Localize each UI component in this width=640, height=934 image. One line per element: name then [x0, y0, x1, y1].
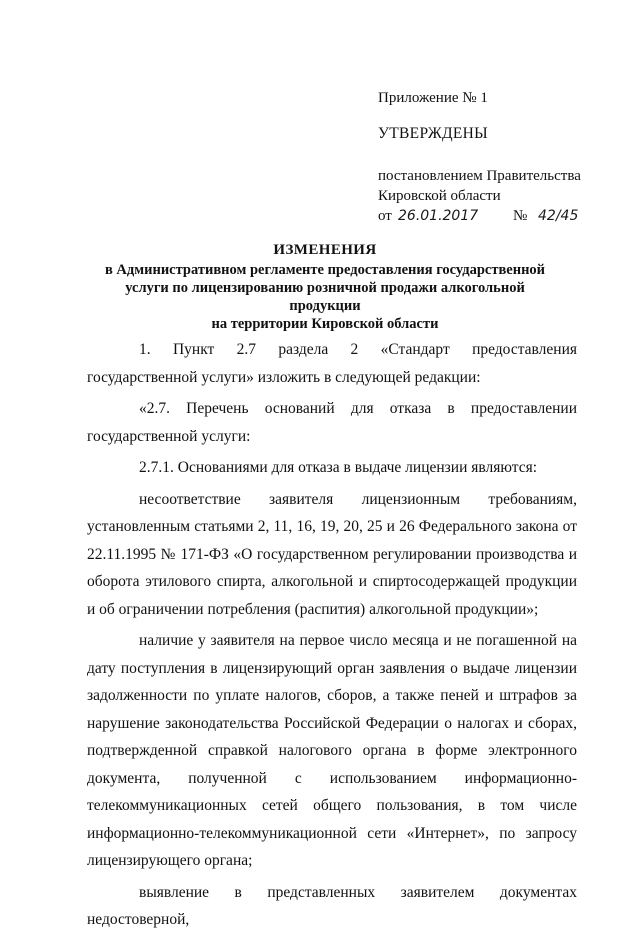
decree-line-2: Кировской области	[378, 188, 501, 204]
decree-line-1: постановлением Правительства	[378, 168, 581, 184]
paragraph-1: 1. Пункт 2.7 раздела 2 «Стандарт предоставления государственной услуги» изложить в следующей редакции:	[87, 341, 577, 386]
paragraph-4: несоответствие заявителя лицензионным требованиям, установленным статьями 2, 11, 16, 19, 20, 25 и 26 Федерального закона от 22.11.1995 № 171-ФЗ «О государственном регулировании производства и оборота этилового спирта, алкогольной и спиртосодержащей продукции и об ограничении потребления (распития) алкогольной продукции»;	[87, 490, 577, 618]
date-prefix: от	[378, 208, 392, 224]
paragraph-5: наличие у заявителя на первое число месяца и не погашенной на дату поступления в лицензирующий орган заявления о выдаче лицензии задолженности по уплате налогов, сборов, а также пеней и штрафов за нарушение законодательства Российской Федерации о налогах и сборах, подтвержденной справкой налогового органа в форме электронного документа, полученной с использованием информационно-телекоммуникационных сетей общего пользования, в том числе информационно-телекоммуникационной сети «Интернет», по запросу лицензирующего органа;	[87, 632, 577, 869]
document-title	[90, 241, 560, 333]
handwritten-number: 42/45	[538, 208, 579, 224]
document-body	[87, 336, 577, 934]
title-line-3: на территории Кировской области	[211, 316, 439, 332]
appendix-label: Приложение № 1	[378, 90, 488, 106]
title-line-1: в Административном регламенте предоставления государственной	[104, 262, 546, 278]
title-main: ИЗМЕНЕНИЯ	[273, 242, 377, 258]
title-line-2: услуги по лицензированию розничной продажи алкогольной продукции	[125, 280, 525, 314]
decree-date-number	[378, 206, 618, 226]
approved-label: УТВЕРЖДЕНЫ	[378, 125, 488, 142]
number-sign: №	[513, 208, 528, 224]
paragraph-6: выявление в представленных заявителем документах недостоверной,	[87, 883, 577, 928]
paragraph-3: 2.7.1. Основаниями для отказа в выдаче лицензии являются:	[139, 459, 538, 476]
approval-header	[378, 88, 618, 226]
paragraph-2: «2.7. Перечень оснований для отказа в предоставлении государственной услуги:	[87, 400, 577, 445]
handwritten-date: 26.01.2017	[398, 208, 479, 224]
